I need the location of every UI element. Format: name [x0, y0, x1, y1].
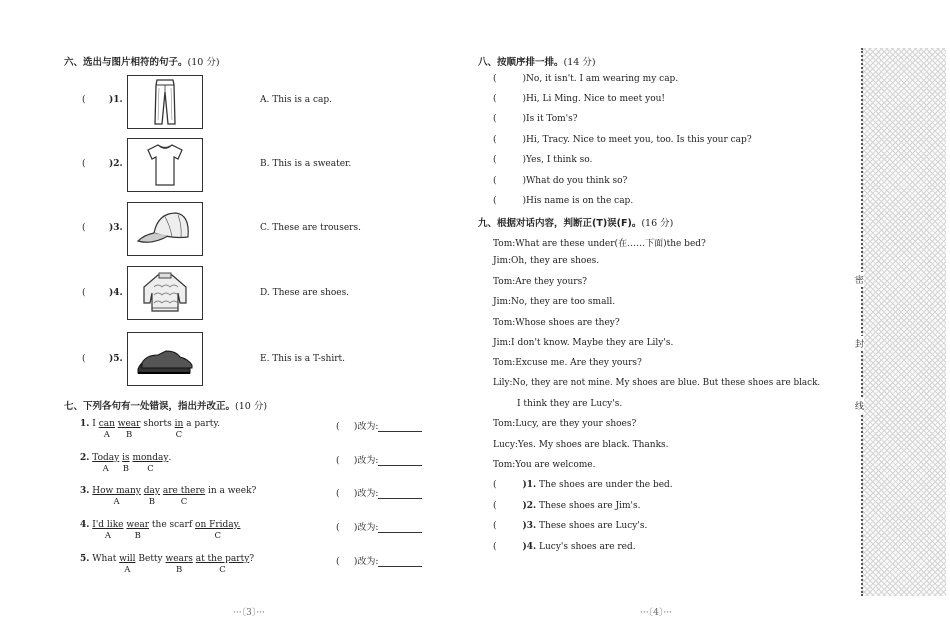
answer-paren[interactable]: (: [493, 155, 497, 165]
correction-field[interactable]: ( )改为:: [336, 554, 422, 567]
dialogue-line: Jim:I don't know. Maybe they are Lily's.: [493, 338, 674, 348]
answer-paren[interactable]: (: [493, 135, 497, 145]
option-b: B. This is a sweater.: [260, 159, 352, 169]
answer-paren[interactable]: (: [493, 542, 497, 552]
answer-paren[interactable]: (: [493, 176, 497, 186]
answer-paren[interactable]: (: [82, 288, 86, 298]
item-number: )3.: [109, 223, 123, 233]
answer-paren[interactable]: (: [82, 223, 86, 233]
section-9-title: 九、根据对话内容，判断正(T)误(F)。(16 分): [478, 218, 674, 229]
dialogue-line: Lucy:Yes. My shoes are black. Thanks.: [493, 440, 669, 450]
seal-char: 线: [855, 398, 864, 413]
correction-field[interactable]: ( )改为:: [336, 453, 422, 466]
dialogue-line: Lily:No, they are not mine. My shoes are blue. But these shoes are black.: [493, 378, 821, 388]
cap-icon: [127, 202, 203, 256]
dialogue-line: Tom:Whose shoes are they?: [493, 318, 620, 328]
order-line: ( )Hi, Tracy. Nice to meet you, too. Is this your cap?: [493, 135, 752, 145]
answer-paren[interactable]: (: [493, 114, 497, 124]
option-d: D. These are shoes.: [260, 288, 350, 298]
item-number: )5.: [109, 354, 123, 364]
section-6-title: 六、选出与图片相符的句子。(10 分): [64, 57, 220, 68]
section-8-title: 八、按顺序排一排。(14 分): [478, 57, 596, 68]
error-question-4: 4. I'd like A wear B the scarf on Friday. C: [80, 520, 241, 541]
answer-paren[interactable]: (: [493, 501, 497, 511]
correction-field[interactable]: ( )改为:: [336, 486, 422, 499]
item-number: )4.: [109, 288, 123, 298]
page-number-right: ···〔4〕···: [640, 608, 672, 618]
error-question-5: 5. What will A Betty wears B at the party C ?: [80, 554, 255, 575]
order-line: ( )Yes, I think so.: [493, 155, 593, 165]
answer-paren[interactable]: (: [493, 196, 497, 206]
order-line: ( )No, it isn't. I am wearing my cap.: [493, 74, 679, 84]
dialogue-line: Jim:Oh, they are shoes.: [493, 256, 600, 266]
order-line: ( )Is it Tom's?: [493, 114, 578, 124]
judge-item-3: ( )3. These shoes are Lucy's.: [493, 521, 648, 531]
answer-paren[interactable]: (: [82, 159, 86, 169]
error-question-3: 3. How many A day B are there C in a week?: [80, 486, 257, 507]
option-c: C. These are trousers.: [260, 223, 361, 233]
seal-char: 密: [855, 272, 864, 287]
sweater-icon: [127, 266, 203, 320]
answer-paren[interactable]: (: [493, 74, 497, 84]
order-line: ( )His name is on the cap.: [493, 196, 634, 206]
page-number-left: ···〔3〕···: [233, 608, 265, 618]
answer-paren[interactable]: (: [493, 521, 497, 531]
dialogue-line: Tom:You are welcome.: [493, 460, 596, 470]
answer-paren[interactable]: (: [82, 354, 86, 364]
section-7-title: 七、下列各句有一处错误，指出并改正。(10 分): [64, 401, 268, 412]
shoes-icon: [127, 332, 203, 386]
correction-field[interactable]: ( )改为:: [336, 419, 422, 432]
error-question-1: 1. I can A wear B shorts $\frac{in}{C}$ a party.: [80, 419, 221, 440]
judge-item-2: ( )2. These shoes are Jim's.: [493, 501, 641, 511]
item-number: )1.: [109, 95, 123, 105]
trousers-icon: [127, 75, 203, 129]
correction-field[interactable]: ( )改为:: [336, 520, 422, 533]
item-number: )2.: [109, 159, 123, 169]
seal-char: 封: [855, 336, 864, 351]
dialogue-line: Tom:Are they yours?: [493, 277, 588, 287]
judge-item-1: ( )1. The shoes are under the bed.: [493, 480, 673, 490]
seal-dotted-line: [861, 48, 863, 596]
binding-margin: [862, 48, 946, 596]
error-question-2: 2. Today A $\frac{is}{B}$ monday C .: [80, 453, 172, 474]
order-line: ( )What do you think so?: [493, 176, 628, 186]
answer-paren[interactable]: (: [493, 94, 497, 104]
order-line: ( )Hi, Li Ming. Nice to meet you!: [493, 94, 666, 104]
answer-paren[interactable]: (: [493, 480, 497, 490]
judge-item-4: ( )4. Lucy's shoes are red.: [493, 542, 636, 552]
answer-paren[interactable]: (: [82, 95, 86, 105]
dialogue-line: Jim:No, they are too small.: [493, 297, 616, 307]
option-a: A. This is a cap.: [260, 95, 332, 105]
dialogue-line: Tom:Lucy, are they your shoes?: [493, 419, 637, 429]
dialogue-line: Tom:Excuse me. Are they yours?: [493, 358, 642, 368]
dialogue-line: Tom:What are these under(在……下面)the bed?: [493, 239, 706, 249]
tshirt-icon: [127, 138, 203, 192]
option-e: E. This is a T-shirt.: [260, 354, 345, 364]
dialogue-line: I think they are Lucy's.: [517, 399, 623, 409]
